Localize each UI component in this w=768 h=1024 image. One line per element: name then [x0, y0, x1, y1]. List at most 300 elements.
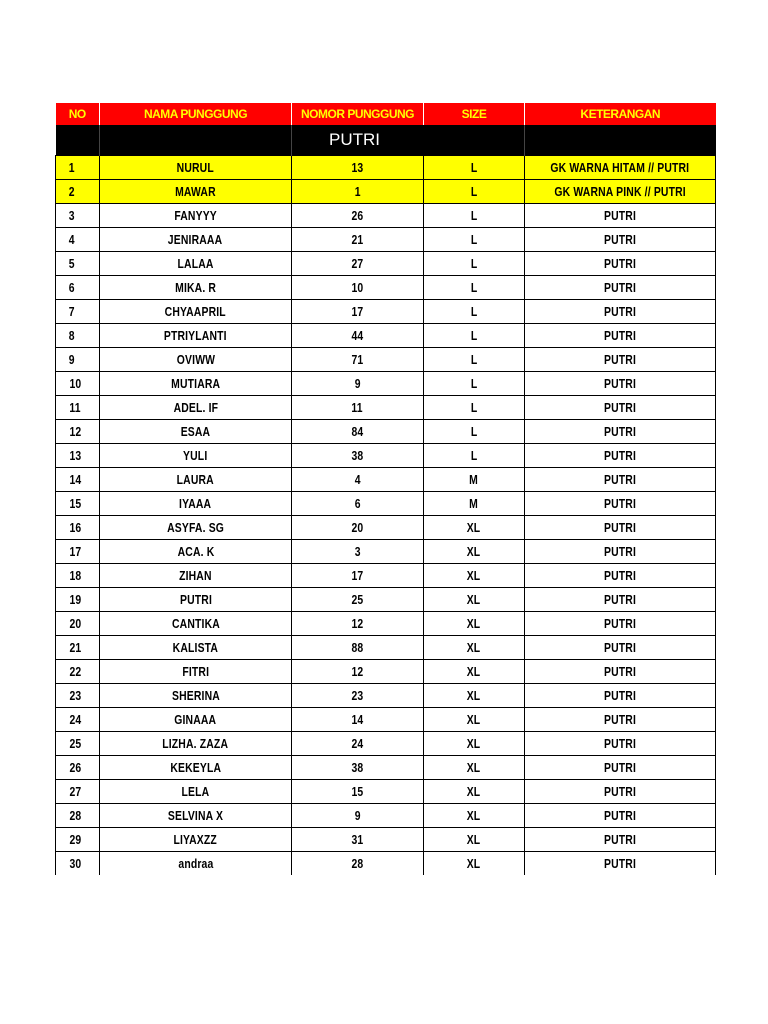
cell-number-text: 27	[351, 256, 364, 271]
cell-number	[292, 780, 424, 804]
cell-number	[292, 684, 424, 708]
cell-number	[292, 756, 424, 780]
header-number: NOMOR PUNGGUNG	[292, 103, 424, 125]
group-cell	[525, 125, 716, 156]
cell-name-text: CANTIKA	[171, 616, 220, 631]
cell-number-text: 12	[351, 664, 364, 679]
cell-no	[56, 468, 100, 492]
cell-note-text: PUTRI	[604, 808, 636, 823]
cell-name	[100, 252, 292, 276]
cell-size-text: L	[470, 184, 478, 199]
cell-no-text: 22	[69, 664, 82, 679]
cell-no	[56, 564, 100, 588]
cell-no	[56, 324, 100, 348]
jersey-list-sheet	[55, 103, 715, 875]
cell-no-text: 14	[69, 472, 82, 487]
cell-no-text: 12	[69, 424, 82, 439]
cell-no	[56, 300, 100, 324]
cell-name-text: ADEL. IF	[173, 400, 218, 415]
cell-size	[424, 684, 525, 708]
cell-name	[100, 660, 292, 684]
table-row	[56, 276, 716, 300]
cell-name	[100, 732, 292, 756]
cell-size	[424, 372, 525, 396]
cell-size-text: XL	[467, 520, 481, 535]
cell-name-text: NURUL	[176, 160, 215, 175]
cell-no	[56, 156, 100, 180]
table-row	[56, 468, 716, 492]
cell-number	[292, 156, 424, 180]
cell-no	[56, 804, 100, 828]
cell-name-text: andraa	[177, 856, 214, 871]
cell-note	[525, 276, 716, 300]
cell-name	[100, 492, 292, 516]
cell-no	[56, 420, 100, 444]
cell-no	[56, 396, 100, 420]
cell-note	[525, 348, 716, 372]
table-row	[56, 732, 716, 756]
group-cell	[56, 125, 100, 156]
cell-no	[56, 828, 100, 852]
cell-number-text: 28	[351, 856, 364, 871]
table-row	[56, 780, 716, 804]
cell-number	[292, 516, 424, 540]
cell-no-text: 18	[69, 568, 82, 583]
cell-size	[424, 492, 525, 516]
cell-no	[56, 228, 100, 252]
cell-no-text: 2	[68, 184, 75, 199]
cell-name	[100, 276, 292, 300]
cell-number-text: 71	[351, 352, 364, 367]
cell-number-text: 11	[351, 400, 364, 415]
cell-name-text: GINAAA	[174, 712, 217, 727]
cell-note-text: PUTRI	[604, 232, 636, 247]
table-row	[56, 396, 716, 420]
table-row	[56, 708, 716, 732]
cell-no	[56, 756, 100, 780]
cell-note	[525, 444, 716, 468]
cell-size-text: XL	[467, 568, 481, 583]
cell-no-text: 4	[68, 232, 75, 247]
cell-note-text: PUTRI	[604, 304, 636, 319]
cell-number	[292, 228, 424, 252]
cell-note	[525, 660, 716, 684]
table-row	[56, 156, 716, 180]
cell-no-text: 30	[69, 856, 82, 871]
cell-note-text: PUTRI	[604, 352, 636, 367]
cell-note	[525, 684, 716, 708]
cell-size-text: XL	[467, 832, 481, 847]
cell-number	[292, 420, 424, 444]
cell-no	[56, 588, 100, 612]
cell-size	[424, 180, 525, 204]
cell-note	[525, 204, 716, 228]
cell-size	[424, 780, 525, 804]
cell-no	[56, 708, 100, 732]
cell-note	[525, 468, 716, 492]
cell-number-text: 10	[351, 280, 364, 295]
cell-no-text: 17	[69, 544, 82, 559]
cell-note	[525, 252, 716, 276]
table-row	[56, 756, 716, 780]
cell-size-text: L	[470, 352, 478, 367]
cell-no-text: 10	[69, 376, 82, 391]
table-row	[56, 324, 716, 348]
cell-name-text: SELVINA X	[167, 808, 224, 823]
cell-no-text: 28	[69, 808, 82, 823]
cell-note-text: PUTRI	[604, 496, 636, 511]
cell-size-text: L	[470, 280, 478, 295]
cell-number-text: 4	[354, 472, 361, 487]
table-row	[56, 612, 716, 636]
cell-no-text: 3	[68, 208, 75, 223]
cell-name	[100, 204, 292, 228]
table-row	[56, 228, 716, 252]
cell-size-text: L	[470, 400, 478, 415]
cell-no	[56, 180, 100, 204]
cell-number	[292, 276, 424, 300]
cell-name	[100, 300, 292, 324]
cell-note-text: PUTRI	[604, 592, 636, 607]
cell-no-text: 21	[69, 640, 82, 655]
cell-no-text: 5	[68, 256, 75, 271]
cell-name-text: LAURA	[176, 472, 215, 487]
cell-number	[292, 564, 424, 588]
cell-size-text: XL	[467, 664, 481, 679]
cell-number	[292, 348, 424, 372]
cell-note	[525, 492, 716, 516]
cell-note-text: GK WARNA PINK // PUTRI	[554, 184, 686, 199]
cell-size	[424, 444, 525, 468]
cell-note	[525, 804, 716, 828]
table-row	[56, 252, 716, 276]
cell-number-text: 44	[351, 328, 364, 343]
cell-name	[100, 828, 292, 852]
cell-size-text: L	[470, 424, 478, 439]
cell-no	[56, 276, 100, 300]
table-row	[56, 828, 716, 852]
cell-name	[100, 780, 292, 804]
cell-note-text: PUTRI	[604, 520, 636, 535]
cell-no	[56, 612, 100, 636]
cell-number	[292, 828, 424, 852]
cell-number-text: 9	[354, 808, 361, 823]
cell-note-text: PUTRI	[604, 424, 636, 439]
cell-number	[292, 852, 424, 876]
cell-no-text: 13	[69, 448, 82, 463]
cell-name-text: PTRIYLANTI	[164, 328, 227, 343]
group-title: PUTRI	[292, 125, 525, 156]
cell-note	[525, 612, 716, 636]
cell-no-text: 19	[69, 592, 82, 607]
cell-note-text: PUTRI	[604, 400, 636, 415]
cell-name-text: IYAAA	[179, 496, 212, 511]
cell-no	[56, 444, 100, 468]
table-row	[56, 660, 716, 684]
cell-size	[424, 300, 525, 324]
cell-size	[424, 276, 525, 300]
cell-size-text: L	[470, 208, 478, 223]
table-row	[56, 444, 716, 468]
cell-no-text: 7	[68, 304, 75, 319]
cell-size-text: M	[469, 496, 479, 511]
cell-number-text: 12	[351, 616, 364, 631]
table-row	[56, 564, 716, 588]
cell-name-text: ESAA	[180, 424, 211, 439]
cell-name-text: YULI	[183, 448, 208, 463]
cell-note-text: PUTRI	[604, 472, 636, 487]
cell-note	[525, 828, 716, 852]
header-note: KETERANGAN	[525, 103, 716, 125]
cell-name-text: ASYFA. SG	[167, 520, 224, 535]
cell-number	[292, 732, 424, 756]
table-row	[56, 516, 716, 540]
group-cell	[100, 125, 292, 156]
cell-name	[100, 420, 292, 444]
cell-size-text: XL	[467, 856, 481, 871]
cell-number-text: 17	[351, 304, 364, 319]
cell-size-text: L	[470, 232, 478, 247]
cell-name	[100, 612, 292, 636]
cell-size-text: M	[469, 472, 479, 487]
cell-name-text: SHERINA	[171, 688, 220, 703]
cell-note	[525, 636, 716, 660]
cell-no-text: 1	[68, 160, 75, 175]
cell-number-text: 31	[351, 832, 364, 847]
cell-size-text: L	[470, 448, 478, 463]
cell-number	[292, 660, 424, 684]
cell-note	[525, 300, 716, 324]
cell-number-text: 84	[351, 424, 364, 439]
cell-name-text: ACA. K	[177, 544, 214, 559]
cell-note	[525, 372, 716, 396]
cell-size	[424, 612, 525, 636]
cell-size	[424, 156, 525, 180]
cell-number-text: 38	[351, 448, 364, 463]
cell-size-text: XL	[467, 688, 481, 703]
cell-size-text: L	[470, 376, 478, 391]
table-row	[56, 300, 716, 324]
cell-note-text: PUTRI	[604, 856, 636, 871]
cell-no-text: 6	[68, 280, 75, 295]
cell-note-text: PUTRI	[604, 736, 636, 751]
cell-name	[100, 636, 292, 660]
cell-number	[292, 204, 424, 228]
cell-name-text: OVIWW	[176, 352, 215, 367]
cell-note-text: PUTRI	[604, 280, 636, 295]
cell-number	[292, 588, 424, 612]
cell-size	[424, 804, 525, 828]
cell-note-text: PUTRI	[604, 208, 636, 223]
cell-number	[292, 636, 424, 660]
cell-size-text: XL	[467, 544, 481, 559]
cell-no	[56, 516, 100, 540]
cell-no	[56, 660, 100, 684]
cell-note-text: PUTRI	[604, 616, 636, 631]
cell-name	[100, 564, 292, 588]
cell-size-text: XL	[467, 616, 481, 631]
cell-note	[525, 156, 716, 180]
cell-name	[100, 756, 292, 780]
cell-size	[424, 420, 525, 444]
cell-name-text: LALAA	[177, 256, 214, 271]
cell-name-text: ZIHAN	[179, 568, 212, 583]
cell-size	[424, 468, 525, 492]
cell-size	[424, 756, 525, 780]
cell-note	[525, 180, 716, 204]
cell-no-text: 20	[69, 616, 82, 631]
cell-name-text: FITRI	[182, 664, 209, 679]
cell-no-text: 24	[69, 712, 82, 727]
cell-size	[424, 708, 525, 732]
table-row	[56, 540, 716, 564]
cell-name-text: MAWAR	[175, 184, 216, 199]
cell-size-text: XL	[467, 592, 481, 607]
cell-number-text: 25	[351, 592, 364, 607]
cell-name	[100, 468, 292, 492]
cell-size	[424, 516, 525, 540]
cell-name-text: LELA	[181, 784, 210, 799]
cell-number-text: 9	[354, 376, 361, 391]
cell-note	[525, 588, 716, 612]
cell-no-text: 26	[69, 760, 82, 775]
cell-name	[100, 180, 292, 204]
cell-size	[424, 588, 525, 612]
cell-number	[292, 180, 424, 204]
cell-no	[56, 636, 100, 660]
cell-note-text: GK WARNA HITAM // PUTRI	[550, 160, 690, 175]
cell-number	[292, 540, 424, 564]
cell-number	[292, 708, 424, 732]
cell-no	[56, 204, 100, 228]
cell-number-text: 15	[351, 784, 364, 799]
cell-number	[292, 372, 424, 396]
cell-no	[56, 732, 100, 756]
table-row	[56, 420, 716, 444]
cell-no	[56, 780, 100, 804]
cell-size	[424, 396, 525, 420]
cell-size	[424, 636, 525, 660]
cell-name	[100, 396, 292, 420]
cell-number	[292, 300, 424, 324]
cell-name	[100, 228, 292, 252]
cell-size	[424, 660, 525, 684]
cell-note-text: PUTRI	[604, 760, 636, 775]
cell-note	[525, 852, 716, 876]
cell-size	[424, 852, 525, 876]
cell-name	[100, 540, 292, 564]
cell-note-text: PUTRI	[604, 832, 636, 847]
cell-number-text: 23	[351, 688, 364, 703]
cell-number-text: 20	[351, 520, 364, 535]
table-body	[56, 156, 716, 876]
cell-size-text: L	[470, 304, 478, 319]
table-row	[56, 348, 716, 372]
cell-note-text: PUTRI	[604, 376, 636, 391]
cell-number	[292, 612, 424, 636]
cell-size	[424, 348, 525, 372]
cell-size-text: XL	[467, 808, 481, 823]
cell-number-text: 17	[351, 568, 364, 583]
cell-note-text: PUTRI	[604, 688, 636, 703]
cell-name-text: LIYAXZZ	[173, 832, 218, 847]
cell-note	[525, 540, 716, 564]
cell-name	[100, 588, 292, 612]
cell-no	[56, 852, 100, 876]
cell-size-text: L	[470, 256, 478, 271]
cell-note	[525, 420, 716, 444]
cell-size-text: XL	[467, 640, 481, 655]
cell-number-text: 21	[351, 232, 364, 247]
table-row	[56, 180, 716, 204]
cell-name-text: CHYAAPRIL	[164, 304, 227, 319]
cell-number	[292, 804, 424, 828]
cell-number-text: 14	[351, 712, 364, 727]
cell-note	[525, 732, 716, 756]
cell-name-text: MIKA. R	[174, 280, 216, 295]
cell-no	[56, 252, 100, 276]
cell-no-text: 9	[68, 352, 75, 367]
cell-note-text: PUTRI	[604, 448, 636, 463]
cell-no	[56, 492, 100, 516]
cell-name	[100, 156, 292, 180]
cell-note-text: PUTRI	[604, 712, 636, 727]
cell-note	[525, 756, 716, 780]
header-name: NAMA PUNGGUNG	[100, 103, 292, 125]
cell-size	[424, 252, 525, 276]
cell-number-text: 88	[351, 640, 364, 655]
cell-size-text: L	[470, 160, 478, 175]
cell-name	[100, 444, 292, 468]
cell-no-text: 15	[69, 496, 82, 511]
cell-no-text: 25	[69, 736, 82, 751]
cell-no-text: 8	[68, 328, 75, 343]
cell-size-text: XL	[467, 736, 481, 751]
table-row	[56, 492, 716, 516]
table-row	[56, 372, 716, 396]
cell-note-text: PUTRI	[604, 664, 636, 679]
cell-size	[424, 324, 525, 348]
cell-number-text: 38	[351, 760, 364, 775]
table-row	[56, 684, 716, 708]
cell-number-text: 13	[351, 160, 364, 175]
cell-name	[100, 348, 292, 372]
cell-note	[525, 708, 716, 732]
table-row	[56, 588, 716, 612]
cell-size	[424, 564, 525, 588]
cell-note-text: PUTRI	[604, 784, 636, 799]
group-row	[56, 125, 716, 156]
cell-note	[525, 396, 716, 420]
cell-number-text: 26	[351, 208, 364, 223]
cell-no-text: 27	[69, 784, 82, 799]
cell-name-text: PUTRI	[179, 592, 212, 607]
cell-note-text: PUTRI	[604, 256, 636, 271]
cell-name-text: KALISTA	[172, 640, 219, 655]
cell-name	[100, 516, 292, 540]
header-no: NO	[56, 103, 100, 125]
cell-name-text: KEKEYLA	[170, 760, 221, 775]
cell-note-text: PUTRI	[604, 640, 636, 655]
cell-note	[525, 516, 716, 540]
cell-number-text: 3	[354, 544, 361, 559]
cell-number	[292, 492, 424, 516]
cell-note	[525, 564, 716, 588]
cell-size	[424, 732, 525, 756]
cell-size-text: L	[470, 328, 478, 343]
table-row	[56, 636, 716, 660]
cell-number-text: 24	[351, 736, 364, 751]
